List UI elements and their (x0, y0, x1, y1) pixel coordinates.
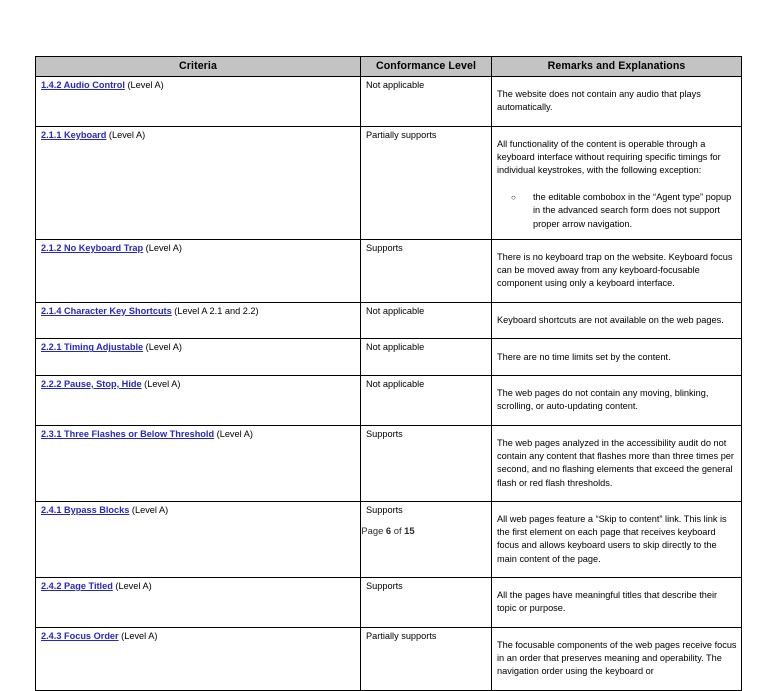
criterion-link[interactable]: 2.4.3 Focus Order (41, 630, 119, 641)
criterion-link[interactable]: 2.2.2 Pause, Stop, Hide (41, 378, 142, 389)
criterion-level: (Level A) (124, 80, 164, 90)
column-header-conformance-level: Conformance Level (361, 57, 492, 77)
column-header-remarks: Remarks and Explanations (492, 57, 742, 77)
criteria-cell (36, 375, 361, 425)
remarks-sub-list (497, 191, 737, 232)
conformance-level-cell: Not applicable (361, 375, 492, 425)
remarks-text: There is no keyboard trap on the website. Keyboard focus can be moved away from any keyboard-focusable component using only a keyboard interface. (497, 251, 733, 289)
criterion-level: (Level A) (106, 129, 146, 140)
table-row (36, 302, 742, 339)
table-header (36, 57, 742, 77)
remarks-cell (492, 302, 742, 339)
footer-page-prefix: Page (361, 525, 384, 536)
table-row (36, 375, 742, 425)
criterion-link[interactable]: 2.1.1 Keyboard (41, 129, 107, 140)
criterion-link[interactable]: 2.4.2 Page Titled (41, 581, 113, 592)
criterion-level: (Level A) (118, 630, 158, 641)
circle-outline-bullet-icon: ○ (511, 192, 516, 202)
criterion-link[interactable]: 2.1.4 Character Key Shortcuts (41, 305, 172, 316)
criterion-link[interactable]: 2.3.1 Three Flashes or Below Threshold (41, 428, 215, 439)
remarks-cell (492, 425, 742, 501)
list-item-text: the editable combobox in the “Agent type” popup in the advanced search form does not support proper arrow navigation. (533, 191, 732, 229)
criteria-cell (36, 578, 361, 628)
criterion-level: (Level A) (129, 504, 169, 515)
conformance-level-cell: Partially supports (361, 627, 492, 690)
conformance-level-cell: Supports (361, 239, 492, 302)
criteria-cell (36, 126, 361, 239)
criterion-level: (Level A) (141, 378, 181, 389)
remarks-cell (492, 578, 742, 628)
conformance-level-cell: Supports (361, 578, 492, 628)
footer-page-middle: of (393, 525, 402, 536)
criteria-cell (36, 302, 361, 339)
criterion-level: (Level A) (143, 342, 182, 353)
table-row (36, 627, 742, 690)
page-footer (0, 524, 776, 537)
table-row (36, 77, 742, 127)
conformance-level-cell: Not applicable (361, 77, 492, 127)
criterion-link[interactable]: 2.4.1 Bypass Blocks (41, 504, 130, 515)
conformance-table (35, 56, 742, 691)
remarks-text: The web pages analyzed in the accessibility audit do not contain any content that flashes more than three times per second, and no flashing elements that exceed the general flash or red flash thresholds. (497, 437, 734, 488)
remarks-text: All web pages feature a “Skip to content” link. This link is the first element on each page that receives keyboard focus and allows keyboard users to skip directly to the main content of the page. (497, 514, 727, 564)
criteria-cell (36, 501, 361, 577)
conformance-level-cell: Not applicable (361, 302, 492, 339)
table-row (36, 126, 742, 239)
criteria-cell (36, 627, 361, 690)
remarks-cell (492, 126, 742, 239)
list-item (497, 191, 737, 232)
criteria-cell (36, 239, 361, 302)
criterion-link[interactable]: 2.2.1 Timing Adjustable (41, 342, 144, 353)
criterion-link[interactable]: 2.1.2 No Keyboard Trap (41, 242, 144, 253)
remarks-text: The web pages do not contain any moving, blinking, scrolling, or auto-updating content. (497, 388, 709, 412)
remarks-cell (492, 339, 742, 376)
remarks-text: Keyboard shortcuts are not available on the web pages. (497, 314, 724, 325)
criteria-cell (36, 77, 361, 127)
criteria-cell (36, 339, 361, 376)
remarks-cell (492, 501, 742, 577)
table-row (36, 425, 742, 501)
table-row (36, 578, 742, 628)
table-body (36, 77, 742, 691)
criterion-level: (Level A) (112, 581, 152, 592)
remarks-cell (492, 239, 742, 302)
footer-page-number: 6 (385, 525, 392, 536)
criterion-link[interactable]: 1.4.2 Audio Control (41, 80, 125, 90)
criterion-level: (Level A) (143, 242, 182, 253)
conformance-level-cell: Partially supports (361, 126, 492, 239)
remarks-cell (492, 627, 742, 690)
conformance-level-cell: Not applicable (361, 339, 492, 376)
remarks-text: The focusable components of the web pages receive focus in an order that preserves meaning and operability. The navigation order using the keyboard or (497, 640, 737, 677)
conformance-level-cell: Supports (361, 501, 492, 577)
table-row (36, 239, 742, 302)
remarks-text: There are no time limits set by the content. (497, 351, 671, 362)
table-row (36, 339, 742, 376)
column-header-criteria: Criteria (36, 57, 361, 77)
remarks-cell (492, 77, 742, 127)
criterion-level: (Level A 2.1 and 2.2) (171, 305, 259, 316)
remarks-cell (492, 375, 742, 425)
table-header-row (36, 57, 742, 77)
footer-page-total: 15 (404, 525, 415, 536)
remarks-text: All functionality of the content is operable through a keyboard interface without requiring specific timings for individual keystrokes, with the following exception: (497, 138, 721, 176)
criterion-level: (Level A) (214, 428, 253, 439)
table-row (36, 501, 742, 577)
remarks-text: The website does not contain any audio that plays automatically. (497, 89, 701, 113)
remarks-text: All the pages have meaningful titles that describe their topic or purpose. (497, 590, 718, 614)
criteria-cell (36, 425, 361, 501)
conformance-level-cell: Supports (361, 425, 492, 501)
